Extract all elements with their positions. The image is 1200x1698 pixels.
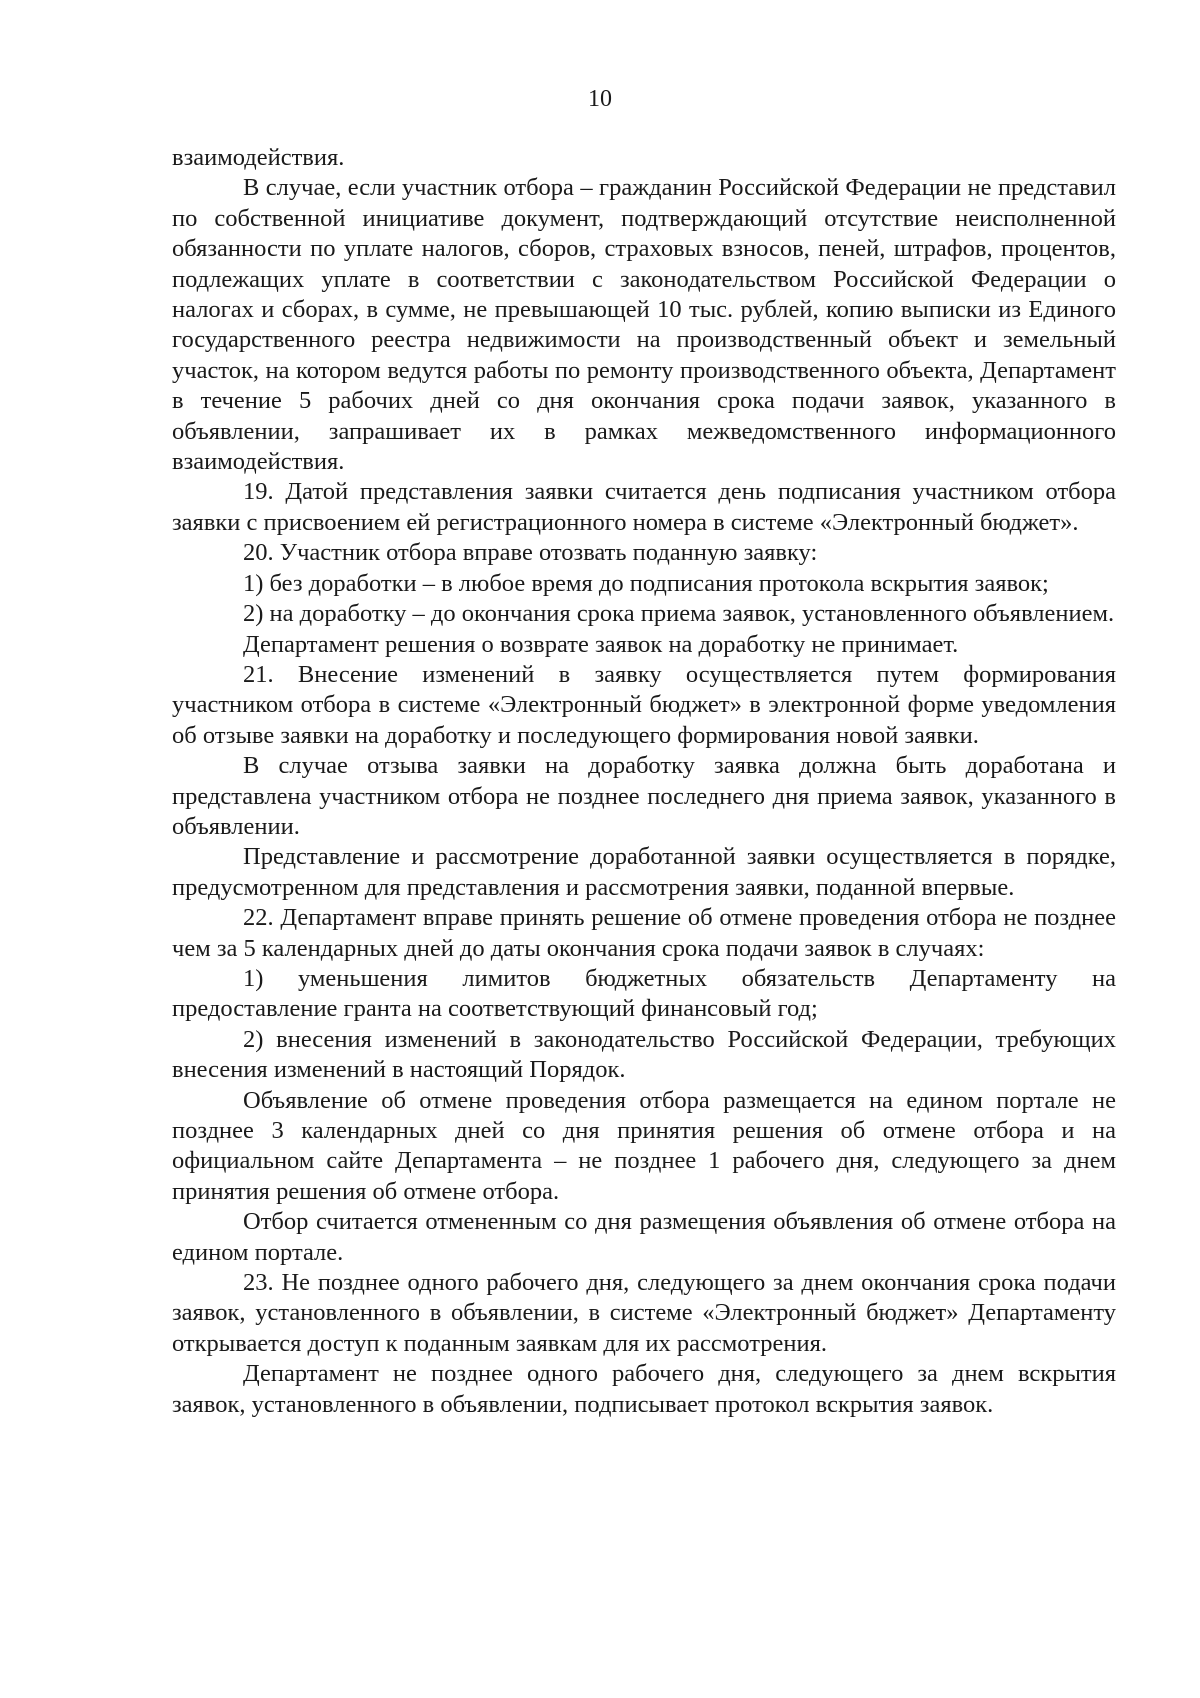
- paragraph-20-item-2: 2) на доработку – до окончания срока приема заявок, установленного объявлением.: [243, 600, 1115, 628]
- page-number: 10: [588, 86, 612, 112]
- paragraph-opening-protocol: Департамент не позднее одного рабочего дня, следующего за днем вскрытия заявок, установленного в объявлении, подписывает протокол вскрытия заявок.: [172, 1360, 1116, 1418]
- paragraph-missing-documents: В случае, если участник отбора – гражданин Российской Федерации не представил по собственной инициативе документ, подтверждающий отсутствие неисполненной обязанности по уплате налогов, сборов, страховых взносов, пеней, штрафов, процентов, подлежащих уплате в соответствии с законодательством Российской Федерации о налогах и сборах, в сумме, не превышающей 10 тыс. рублей, копию выписки из Единого государственного реестра недвижимости на производственный объект и земельный участок, на котором ведутся работы по ремонту производственного объекта, Департамент в течение 5 рабочих дней со дня окончания срока подачи заявок, указанного в объявлении, запрашивает их в рамках межведомственного информационного взаимодействия.: [172, 174, 1116, 476]
- paragraph-22-item-1: 1) уменьшения лимитов бюджетных обязательств Департаменту на предоставление гранта на соответствующий финансовый год;: [172, 964, 1116, 1023]
- paragraph-23: 23. Не позднее одного рабочего дня, следующего за днем окончания срока подачи заявок, установленного в объявлении, в системе «Электронный бюджет» Департаменту открывается доступ к поданным заявкам для их рассмотрения.: [172, 1269, 1116, 1357]
- paragraph-no-return: Департамент решения о возврате заявок на доработку не принимает.: [243, 630, 959, 658]
- paragraph-20: 20. Участник отбора вправе отозвать поданную заявку:: [243, 539, 818, 567]
- paragraph-22-item-2: 2) внесения изменений в законодательство Российской Федерации, требующих внесения изменений в настоящий Порядок.: [172, 1025, 1116, 1084]
- paragraph-cancel-effective: Отбор считается отмененным со дня размещения объявления об отмене отбора на едином портале.: [172, 1208, 1116, 1266]
- paragraph-revision-deadline: В случае отзыва заявки на доработку заявка должна быть доработана и представлена участником отбора не позднее последнего дня приема заявок, указанного в объявлении.: [172, 752, 1116, 840]
- document-body: [172, 143, 1116, 1420]
- paragraph-20-item-1: 1) без доработки – в любое время до подписания протокола вскрытия заявок;: [243, 569, 1049, 597]
- paragraph-revision-review: Представление и рассмотрение доработанной заявки осуществляется в порядке, предусмотренном для представления и рассмотрения заявки, поданной впервые.: [172, 843, 1116, 901]
- paragraph-22: 22. Департамент вправе принять решение об отмене проведения отбора не позднее чем за 5 календарных дней до даты окончания срока подачи заявок в случаях:: [172, 904, 1116, 962]
- paragraph-21: 21. Внесение изменений в заявку осуществляется путем формирования участником отбора в системе «Электронный бюджет» в электронной форме уведомления об отзыве заявки на доработку и последующего формирования новой заявки.: [172, 660, 1116, 749]
- paragraph-19: 19. Датой представления заявки считается день подписания участником отбора заявки с присвоением ей регистрационного номера в системе «Электронный бюджет».: [172, 478, 1116, 536]
- paragraph-continuation: взаимодействия.: [172, 144, 345, 171]
- paragraph-cancel-announcement: Объявление об отмене проведения отбора размещается на едином портале не позднее 3 календарных дней со дня принятия решения об отмене отбора и на официальном сайте Департамента – не позднее 1 рабочего дня, следующего за днем принятия решения об отмене отбора.: [172, 1086, 1116, 1205]
